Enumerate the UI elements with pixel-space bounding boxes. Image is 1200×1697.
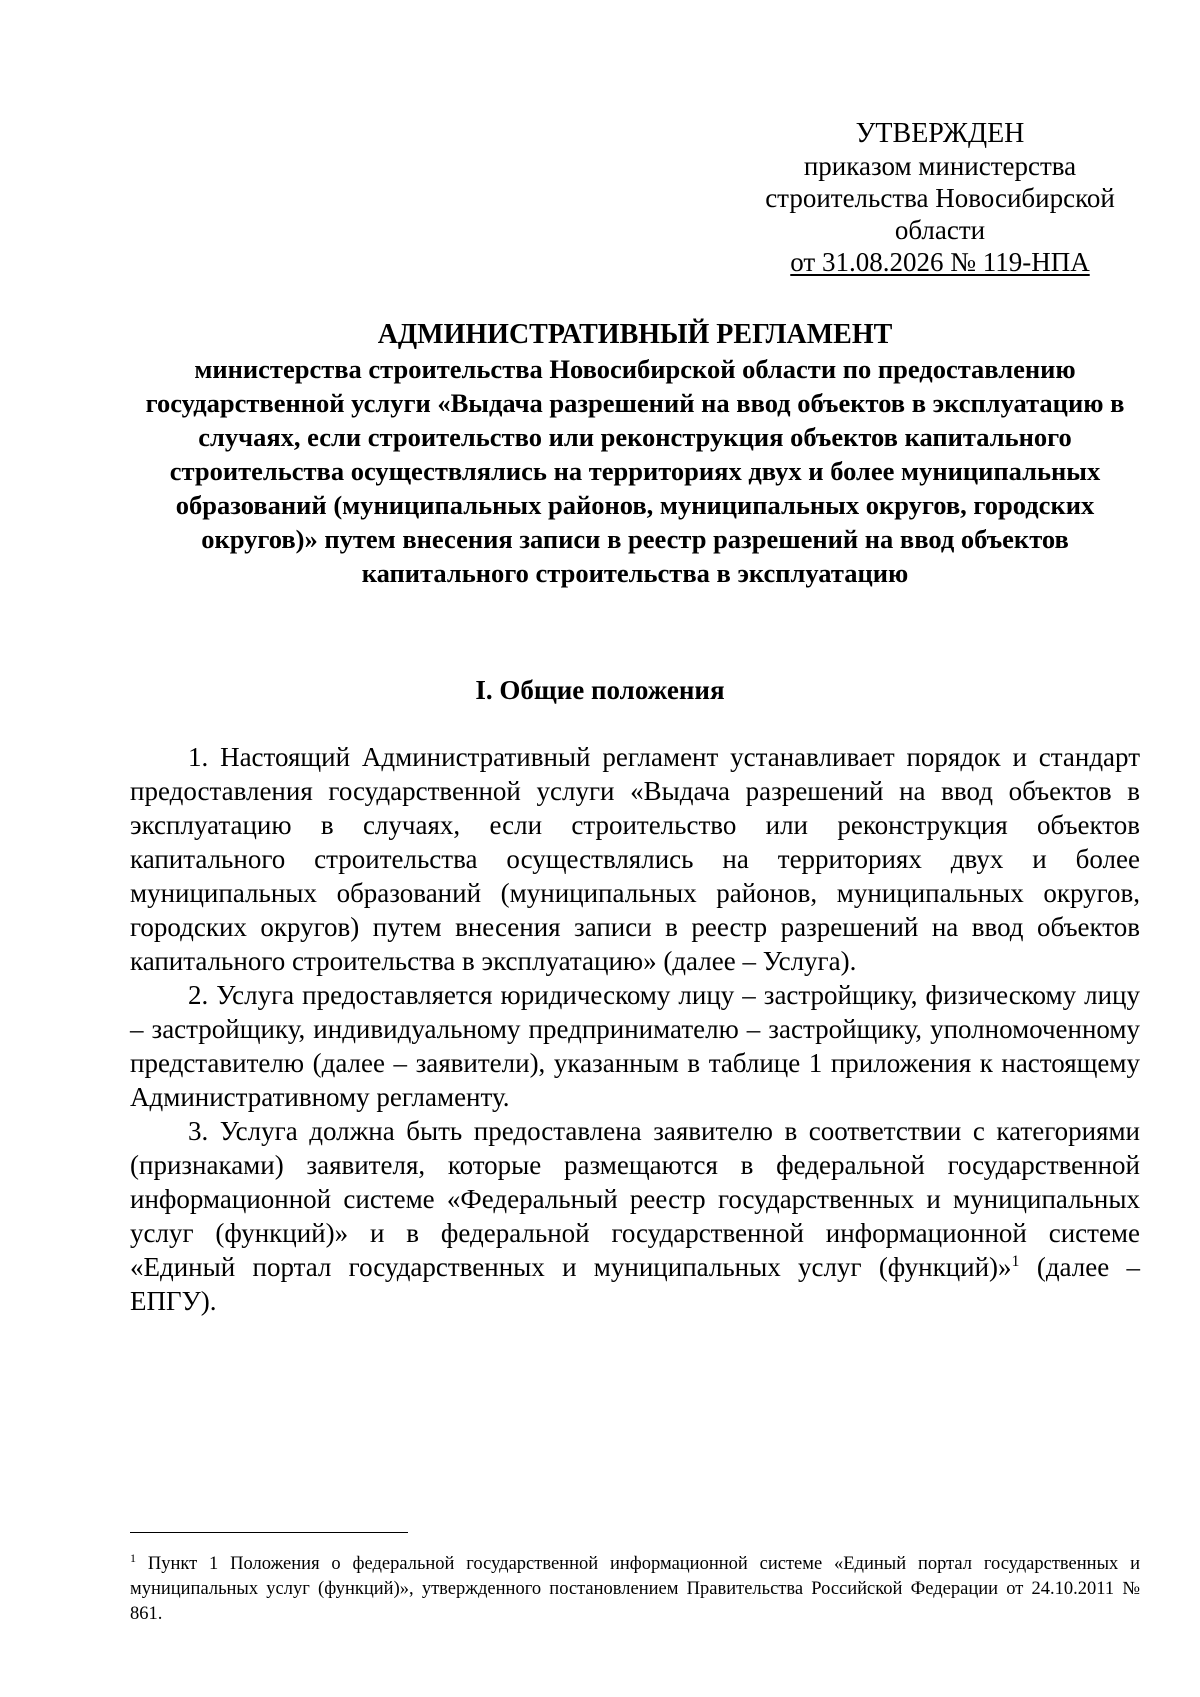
approval-line: строительства Новосибирской: [765, 183, 1115, 213]
footnote-marker: 1: [130, 1550, 136, 1565]
document-subtitle: министерства строительства Новосибирской области по предоставлению государственной услуги «Выдача разрешений на ввод объектов в эксплуатацию в случаях, если строительство или реконструкция объектов капитального строительства осуществлялись на территориях двух и более муниципальных образований (муниципальных районов, муниципальных округов, городских округов)» путем внесения записи в реестр разрешений на ввод объектов капитального строительства в эксплуатацию: [145, 354, 1125, 588]
approval-stamp: [740, 118, 1140, 278]
approval-order-number: от 31.08.2026 № 119-НПА: [790, 247, 1090, 277]
document-body: [130, 740, 1140, 1318]
paragraph-3-tail: (далее – ЕПГУ).: [130, 1252, 1140, 1316]
footnote-reference: 1: [1011, 1253, 1020, 1270]
document-title: АДМИНИСТРАТИВНЫЙ РЕГЛАМЕНТ: [377, 319, 893, 350]
paragraph-1: 1. Настоящий Административный регламент устанавливает порядок и стандарт предоставления государственной услуги «Выдача разрешений на ввод объектов в эксплуатацию в случаях, если строительство или реконструкция объектов капитального строительства осуществлялись на территориях двух и более муниципальных образований (муниципальных районов, муниципальных округов, городских округов) путем внесения записи в реестр разрешений на ввод объектов капитального строительства в эксплуатацию» (далее – Услуга).: [130, 742, 1140, 976]
document-title-block: [140, 318, 1130, 590]
section-heading: I. Общие положения: [475, 675, 725, 705]
footnote-separator: [130, 1532, 408, 1533]
approval-line: приказом министерства: [803, 151, 1077, 181]
approval-line: области: [894, 215, 986, 245]
paragraph-2: 2. Услуга предоставляется юридическому лицу – застройщику, физическому лицу – застройщику, индивидуальному предпринимателю – застройщику, уполномоченному представителю (далее – заявители), указанным в таблице 1 приложения к настоящему Административному регламенту.: [130, 980, 1140, 1112]
paragraph-3-text: 3. Услуга должна быть предоставлена заявителю в соответствии с категориями (признаками) заявителя, которые размещаются в федеральной государственной информационной системе «Федеральный реестр государственных и муниципальных услуг (функций)» и в федеральной государственной информационной системе «Единый портал государственных и муниципальных услуг (функций)»: [130, 1116, 1140, 1282]
paragraph-3: [130, 1114, 1140, 1318]
footnote-text: Пункт 1 Положения о федеральной государственной информационной системе «Единый портал государственных и муниципальных услуг (функций)», утвержденного постановлением Правительства Российской Федерации от 24.10.2011 № 861.: [130, 1554, 1140, 1624]
footnote: [130, 1552, 1140, 1627]
approval-title: УТВЕРЖДЕН: [855, 118, 1025, 149]
